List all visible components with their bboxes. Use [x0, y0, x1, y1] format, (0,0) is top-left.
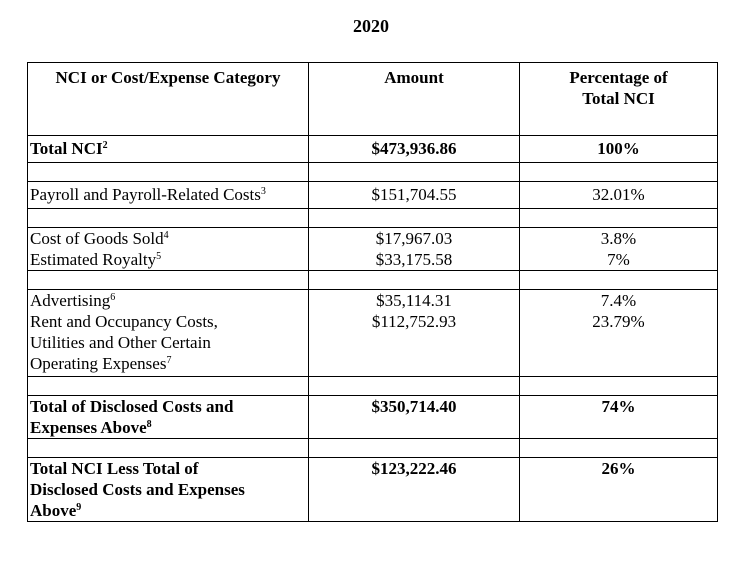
separator-row [28, 271, 718, 290]
royalty-pct: 7% [607, 250, 630, 269]
total-disclosed-footnote: 8 [146, 419, 152, 430]
rent-label-line1: Rent and Occupancy Costs, [30, 312, 218, 331]
table-year-title: 2020 [353, 16, 389, 36]
total-disclosed-amount: $350,714.40 [309, 396, 520, 439]
payroll-label: Payroll and Payroll-Related Costs [30, 185, 261, 204]
nci-less-label-line3-wrap [30, 500, 306, 521]
table-row-nci-less-disclosed [28, 458, 718, 522]
header-percentage-line1: Percentage of [569, 68, 668, 87]
header-percentage-line2: Total NCI [582, 89, 655, 108]
cogs-amount: $17,967.03 [375, 229, 453, 248]
total-disclosed-label-line2-wrap [30, 417, 306, 438]
cogs-royalty-amount-cell [309, 228, 520, 271]
header-amount: Amount [309, 63, 520, 136]
nci-less-label-line3: Above [30, 501, 77, 520]
rent-amount: $112,752.93 [371, 312, 457, 331]
rent-footnote: 7 [166, 355, 172, 366]
rent-label-line3-wrap [30, 353, 306, 374]
table-row-total-disclosed [28, 396, 718, 439]
table-row-advertising-rent [28, 290, 718, 377]
advertising-label: Advertising [30, 291, 111, 310]
rent-pct: 23.79% [592, 312, 645, 331]
nci-less-pct: 26% [520, 458, 718, 522]
royalty-label: Estimated Royalty [30, 250, 157, 269]
nci-less-label-line2: Disclosed Costs and Expenses [30, 480, 245, 499]
cogs-label-line [30, 228, 306, 249]
advertising-footnote: 6 [110, 292, 116, 303]
cogs-footnote: 4 [163, 230, 169, 241]
header-percentage [520, 63, 718, 136]
advertising-rent-pct-cell [520, 290, 718, 377]
royalty-amount: $33,175.58 [375, 250, 453, 269]
advertising-rent-amount-cell [309, 290, 520, 377]
cogs-royalty-pct-cell [520, 228, 718, 271]
separator-row [28, 209, 718, 228]
total-nci-footnote: 2 [102, 140, 108, 151]
advertising-pct: 7.4% [600, 291, 637, 310]
nci-cost-table [27, 62, 718, 522]
cogs-label: Cost of Goods Sold [30, 229, 164, 248]
payroll-pct: 32.01% [520, 182, 718, 209]
royalty-footnote: 5 [156, 251, 162, 262]
table-row-cogs-royalty [28, 228, 718, 271]
header-category: NCI or Cost/Expense Category [28, 63, 309, 136]
total-disclosed-label-line2: Expenses Above [30, 418, 147, 437]
total-disclosed-pct: 74% [520, 396, 718, 439]
table-row-total-nci [28, 136, 718, 163]
total-disclosed-label-cell [28, 396, 309, 439]
rent-label-line2: Utilities and Other Certain [30, 333, 211, 352]
total-nci-pct: 100% [520, 136, 718, 163]
separator-row [28, 439, 718, 458]
royalty-label-line [30, 249, 306, 270]
total-nci-label: Total NCI [30, 139, 103, 158]
total-nci-amount: $473,936.86 [309, 136, 520, 163]
payroll-label-cell [28, 182, 309, 209]
nci-less-label-cell [28, 458, 309, 522]
payroll-amount: $151,704.55 [309, 182, 520, 209]
advertising-rent-label-cell [28, 290, 309, 377]
nci-less-label-line1: Total NCI Less Total of [30, 459, 199, 478]
total-nci-label-cell [28, 136, 309, 163]
separator-row [28, 377, 718, 396]
cogs-royalty-label-cell [28, 228, 309, 271]
header-row [28, 63, 718, 136]
cogs-pct: 3.8% [600, 229, 637, 248]
table-row-payroll [28, 182, 718, 209]
rent-label-line3: Operating Expenses [30, 354, 167, 373]
payroll-footnote: 3 [260, 186, 266, 197]
nci-less-footnote: 9 [76, 502, 82, 513]
advertising-label-line [30, 290, 306, 311]
separator-row [28, 163, 718, 182]
total-disclosed-label-line1: Total of Disclosed Costs and [30, 397, 234, 416]
advertising-amount: $35,114.31 [376, 291, 452, 310]
nci-less-amount: $123,222.46 [309, 458, 520, 522]
